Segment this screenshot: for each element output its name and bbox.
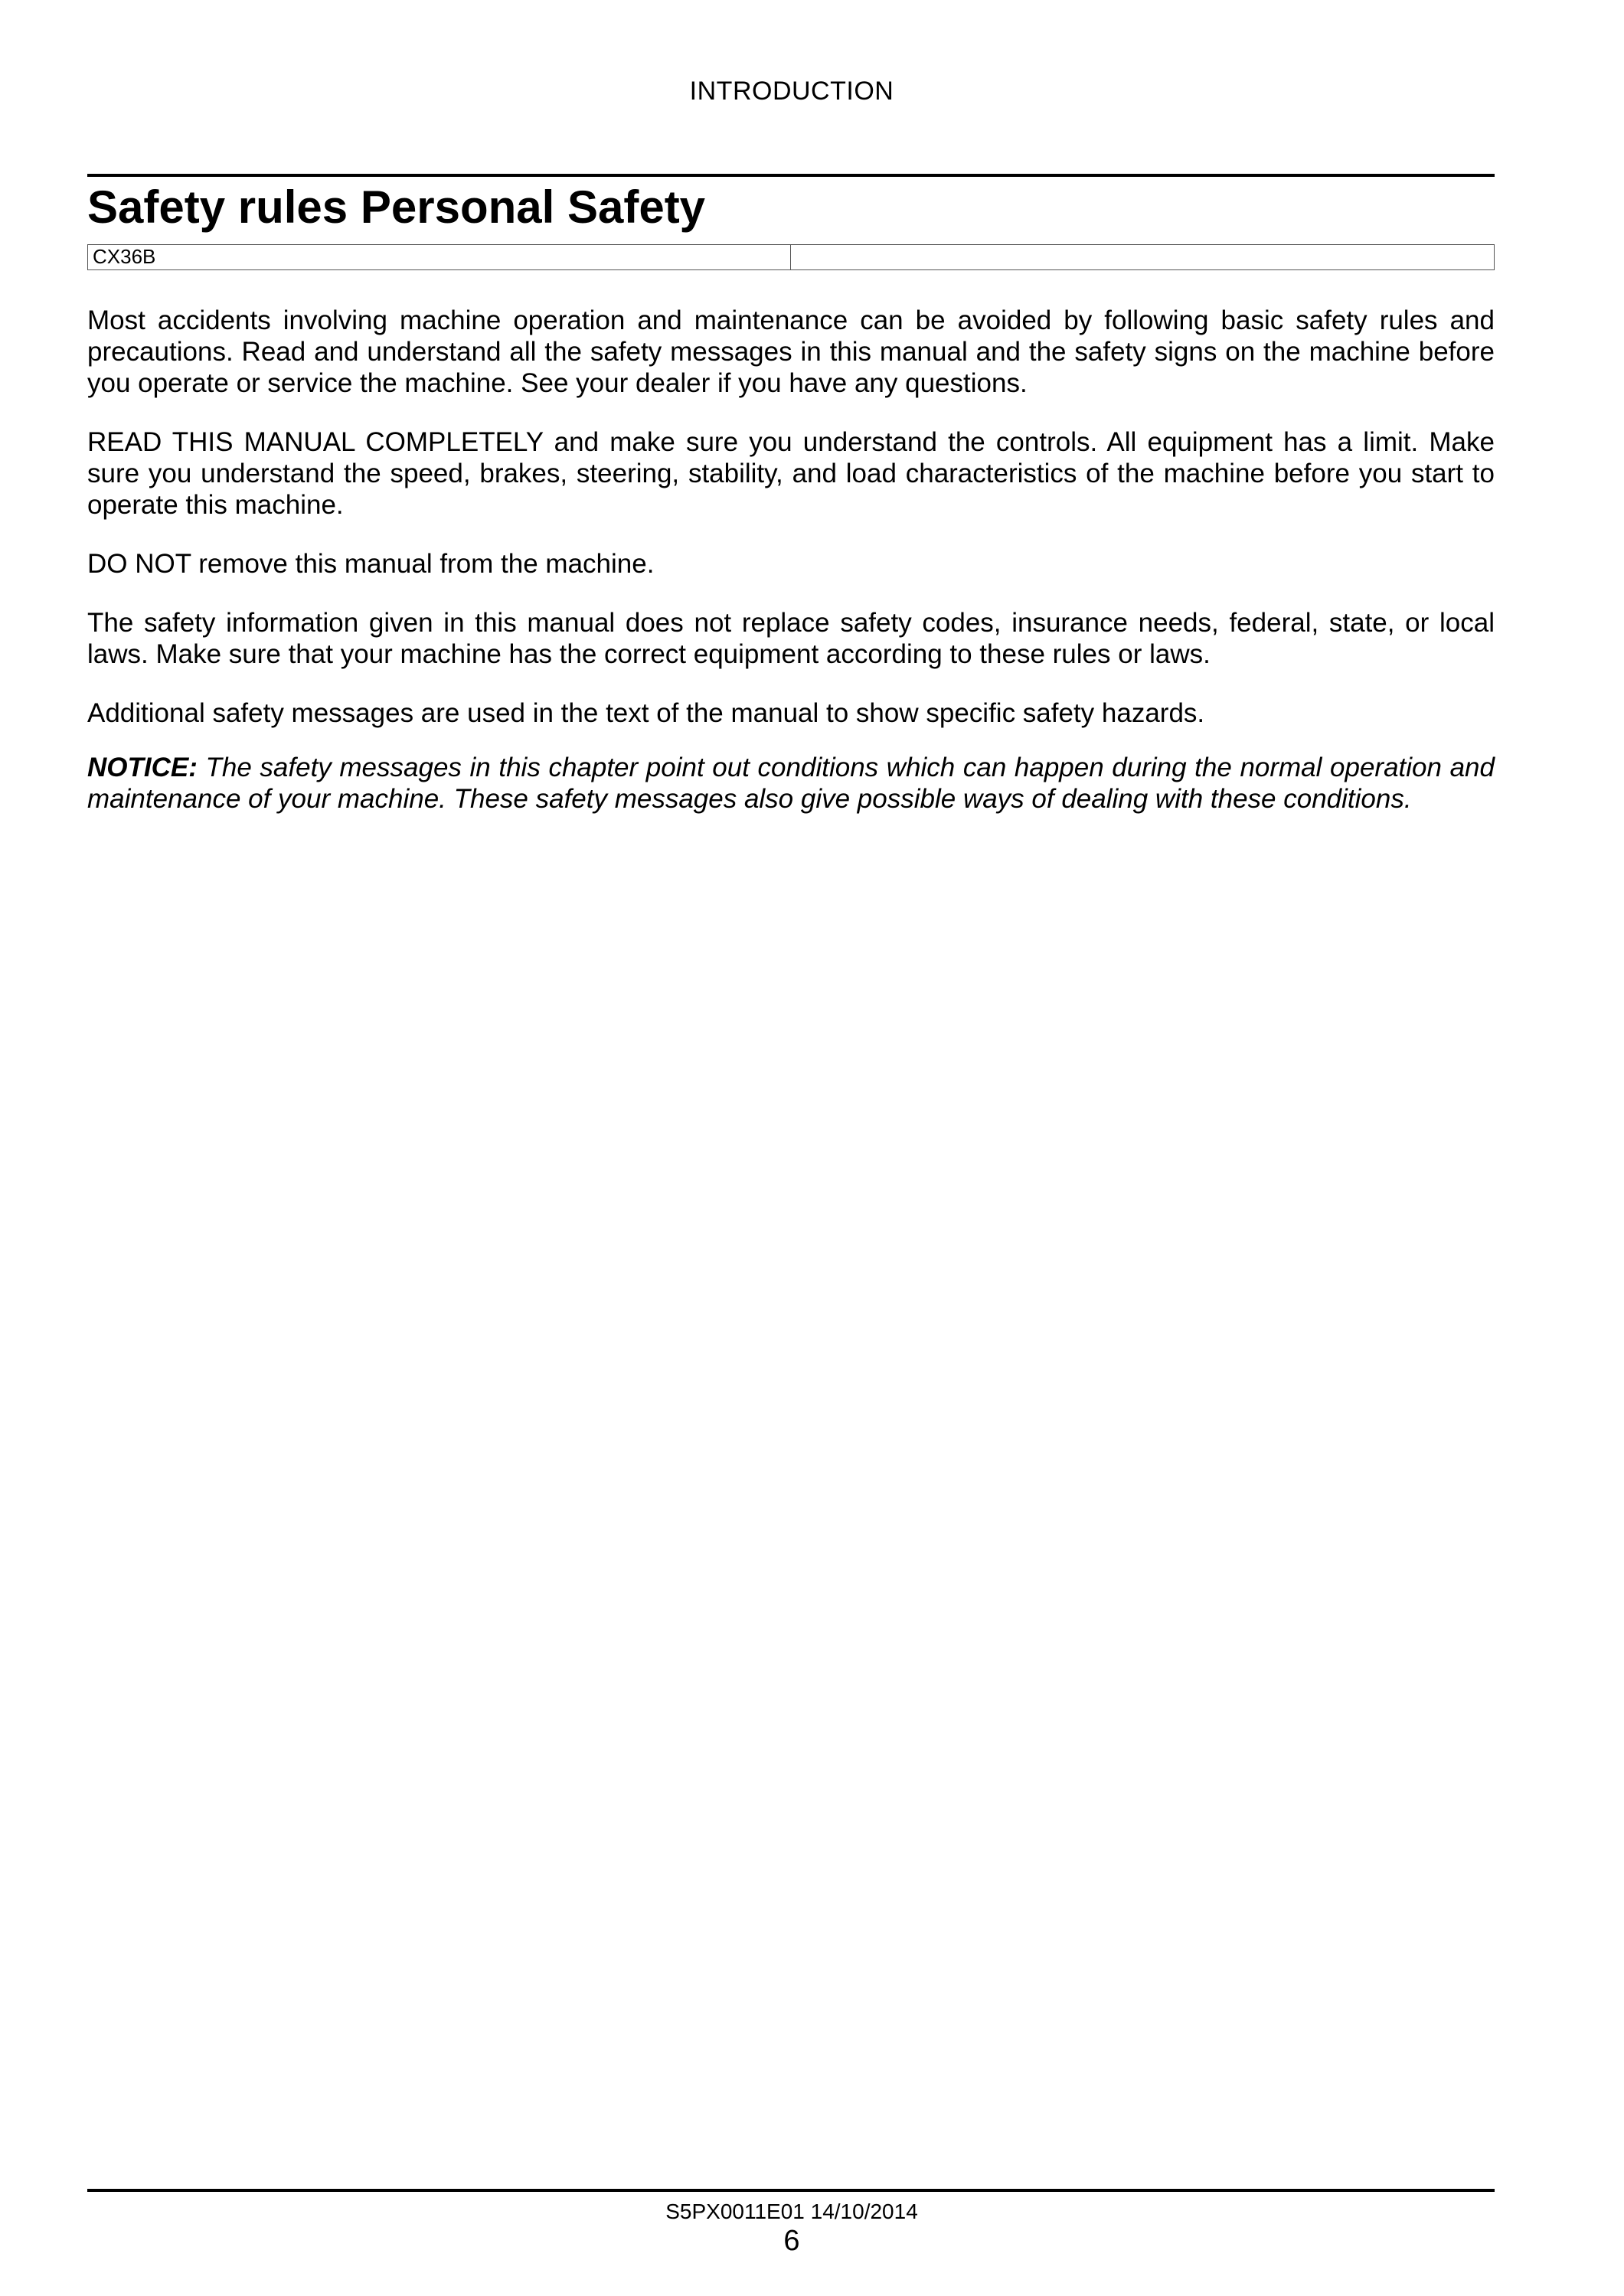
section-header: INTRODUCTION <box>689 77 894 106</box>
paragraph-safety-information: The safety information given in this manual does not replace safety codes, insurance needs, federal, state, or local laws. Make sure that your machine has the correct equipment according to these rules or laws. <box>87 608 1495 669</box>
model-applicability-table <box>87 244 1495 270</box>
footer-divider <box>87 2189 1495 2192</box>
title-divider <box>87 174 1495 177</box>
body-text <box>87 305 1495 842</box>
document-code: S5PX0011E01 14/10/2014 <box>665 2200 918 2223</box>
paragraph-accidents: Most accidents involving machine operation and maintenance can be avoided by following basic safety rules and precautions. Read and understand all the safety messages in this manual and the safety signs on the machine before you operate or service the machine. See your dealer if you have any questions. <box>87 305 1495 398</box>
notice-paragraph <box>87 752 1495 815</box>
notice-text: The safety messages in this chapter point out conditions which can happen during the normal operation and maintenance of your machine. These safety messages also give possible ways of dealing with these conditions. <box>87 753 1495 814</box>
empty-cell <box>791 245 1494 269</box>
paragraph-read-manual: READ THIS MANUAL COMPLETELY and make sure you understand the controls. All equipment has a limit. Make sure you understand the speed, brakes, steering, stability, and load characteristics of the machine before you start to operate this machine. <box>87 427 1495 520</box>
model-cell: CX36B <box>88 245 791 269</box>
paragraph-do-not-remove: DO NOT remove this manual from the machine. <box>87 549 655 579</box>
paragraph-additional-messages: Additional safety messages are used in the text of the manual to show specific safety hazards. <box>87 698 1205 728</box>
page-title: Safety rules Personal Safety <box>87 181 706 233</box>
page-number: 6 <box>783 2225 800 2257</box>
notice-label: NOTICE: <box>87 753 198 782</box>
